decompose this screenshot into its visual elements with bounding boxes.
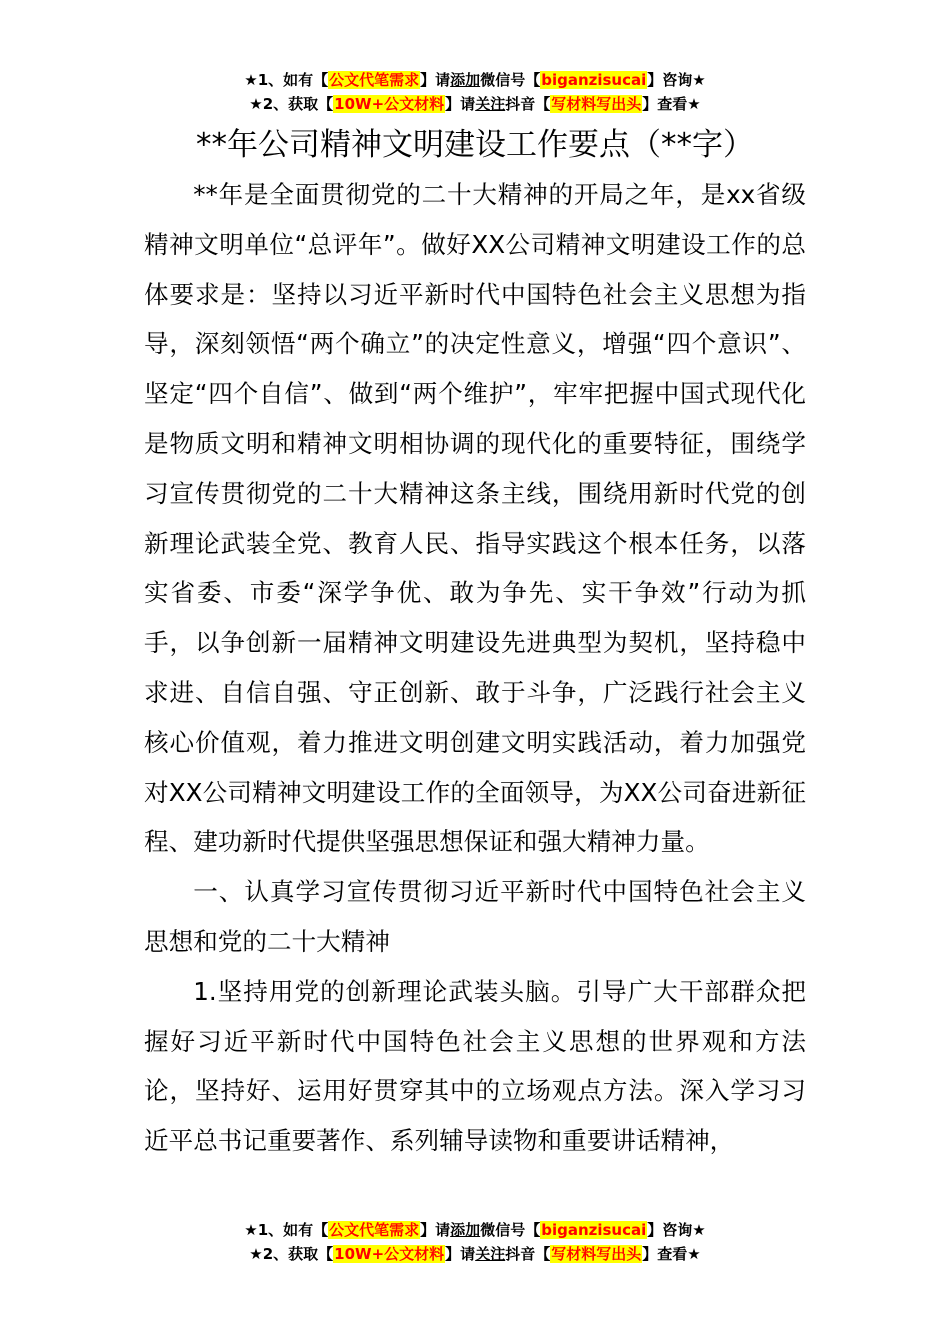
star-icon: ★ <box>687 1245 701 1263</box>
promo-highlight-wechat-id: biganzisucai <box>541 1221 647 1239</box>
promo-text: 】查看 <box>642 95 688 113</box>
promo-highlight-wechat-id: biganzisucai <box>541 71 647 89</box>
document-body <box>144 170 806 1166</box>
promo-highlight-douyin: 写材料写出头 <box>551 1245 642 1263</box>
star-icon: ★ <box>692 1221 706 1239</box>
promo-text: 抖音【 <box>505 95 551 113</box>
star-icon: ★ <box>244 71 258 89</box>
document-title: **年公司精神文明建设工作要点（**字） <box>196 127 754 163</box>
promo-text-underlined: 添加 <box>450 1221 481 1239</box>
promo-text: 1、如有【 <box>257 71 329 89</box>
promo-text: 】咨询 <box>647 71 693 89</box>
promo-highlight: 公文代笔需求 <box>329 71 420 89</box>
promo-text: 】请 <box>420 1221 451 1239</box>
promo-line-1 <box>0 1218 950 1242</box>
promo-banner-bottom <box>0 1218 950 1266</box>
star-icon: ★ <box>692 71 706 89</box>
star-icon: ★ <box>244 1221 258 1239</box>
promo-highlight: 10W+公文材料 <box>334 1245 445 1263</box>
promo-text-underlined: 添加 <box>450 71 481 89</box>
star-icon: ★ <box>687 95 701 113</box>
star-icon: ★ <box>249 1245 263 1263</box>
promo-line-2 <box>0 1242 950 1266</box>
promo-text: 2、获取【 <box>262 95 334 113</box>
promo-text: 】请 <box>445 1245 476 1263</box>
promo-text: 】请 <box>420 71 451 89</box>
promo-line-2 <box>0 92 950 116</box>
promo-text: 微信号【 <box>480 1221 541 1239</box>
promo-text: 2、获取【 <box>262 1245 334 1263</box>
body-paragraph: **年是全面贯彻党的二十大精神的开局之年，是xx省级精神文明单位“总评年”。做好XX公司精神文明建设工作的总体要求是：坚持以习近平新时代中国特色社会主义思想为指导，深刻领悟“两个确立”的决定性意义，增强“四个意识”、坚定“四个自信”、做到“两个维护”，牢牢把握中国式现代化是物质文明和精神文明相协调的现代化的重要特征，围绕学习宣传贯彻党的二十大精神这条主线，围绕用新时代党的创新理论武装全党、教育人民、指导实践这个根本任务，以落实省委、市委“深学争优、敢为争先、实干争效”行动为抓手，以争创新一届精神文明建设先进典型为契机，坚持稳中求进、自信自强、守正创新、敢于斗争，广泛践行社会主义核心价值观，着力推进文明创建文明实践活动，着力加强党对XX公司精神文明建设工作的全面领导，为XX公司奋进新征程、建功新时代提供坚强思想保证和强大精神力量。 <box>144 180 806 857</box>
promo-highlight-douyin: 写材料写出头 <box>551 95 642 113</box>
body-paragraph: 1.坚持用党的创新理论武装头脑。引导广大干部群众把握好习近平新时代中国特色社会主义思想的世界观和方法论，坚持好、运用好贯穿其中的立场观点方法。深入学习习近平总书记重要著作、系列辅导读物和重要讲话精神， <box>144 976 806 1156</box>
promo-text: 1、如有【 <box>257 1221 329 1239</box>
promo-text: 】查看 <box>642 1245 688 1263</box>
promo-text: 抖音【 <box>505 1245 551 1263</box>
promo-text: 微信号【 <box>480 71 541 89</box>
promo-text: 】请 <box>445 95 476 113</box>
promo-line-1 <box>0 68 950 92</box>
promo-text-underlined: 关注 <box>475 95 506 113</box>
promo-banner-top <box>0 68 950 116</box>
promo-text: 】咨询 <box>647 1221 693 1239</box>
promo-text-underlined: 关注 <box>475 1245 506 1263</box>
promo-highlight: 公文代笔需求 <box>329 1221 420 1239</box>
section-heading: 一、认真学习宣传贯彻习近平新时代中国特色社会主义思想和党的二十大精神 <box>144 877 806 956</box>
star-icon: ★ <box>249 95 263 113</box>
promo-highlight: 10W+公文材料 <box>334 95 445 113</box>
